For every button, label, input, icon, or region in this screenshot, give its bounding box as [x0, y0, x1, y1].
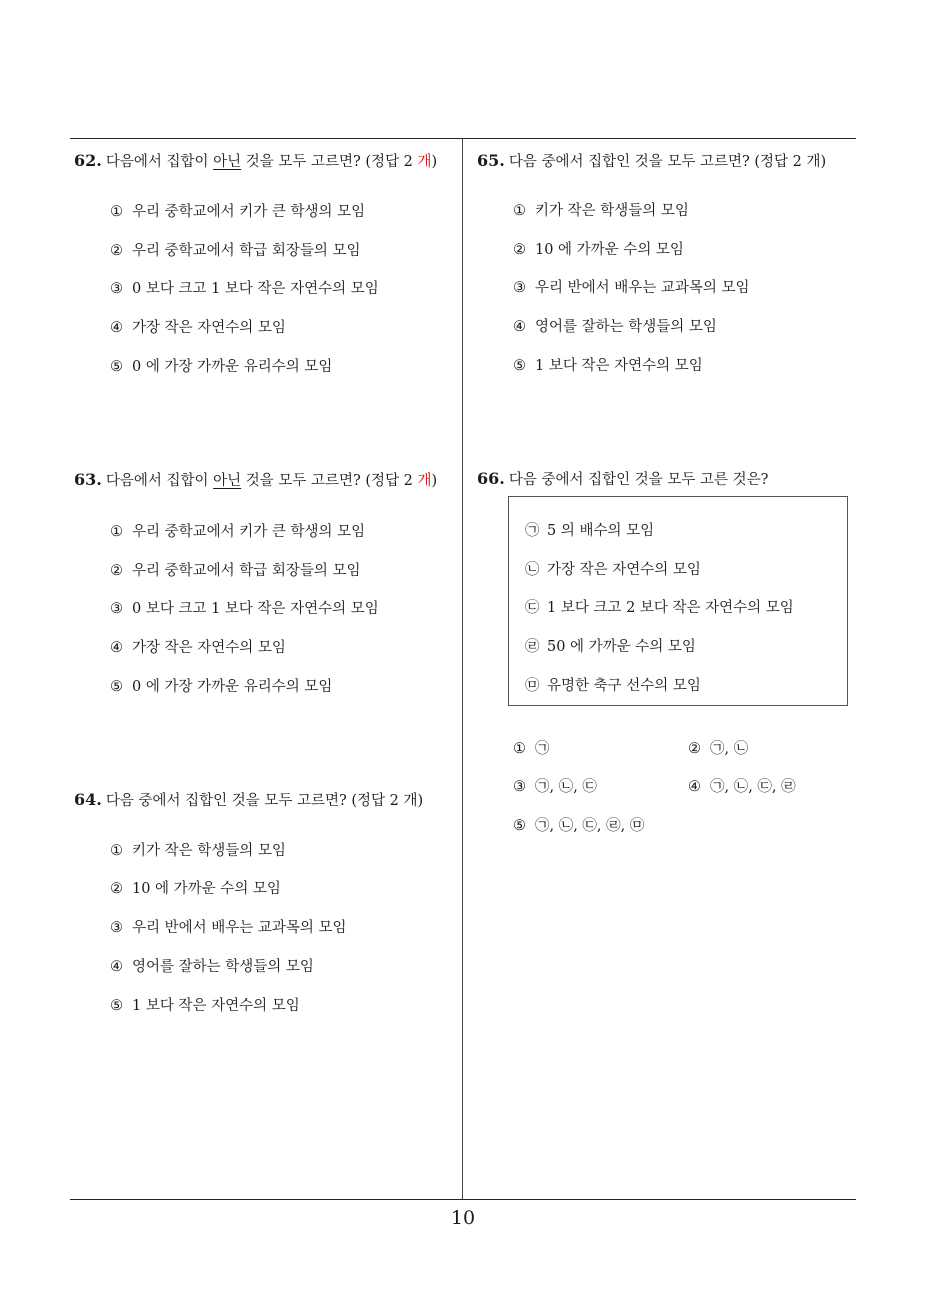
option-1[interactable]: ① 키가 작은 학생들의 모임 [513, 203, 689, 219]
option-2[interactable]: ② 10 에 가까운 수의 모임 [513, 242, 684, 258]
choice-2[interactable]: ② ㉠, ㉡ [688, 741, 749, 757]
emphasis-underline: 아닌 [213, 473, 242, 489]
red-highlight: 개 [417, 473, 432, 489]
option-4[interactable]: ④ 가장 작은 자연수의 모임 [110, 640, 286, 656]
option-3[interactable]: ③ 0 보다 크고 1 보다 작은 자연수의 모임 [110, 281, 379, 297]
question-number: 66. [477, 469, 505, 488]
choice-5[interactable]: ⑤ ㉠, ㉡, ㉢, ㉣, ㉤ [513, 818, 645, 834]
choice-1[interactable]: ① ㉠ [513, 741, 550, 757]
bottom-rule [70, 1199, 856, 1200]
question-65 [477, 151, 827, 374]
box-item-5: ㉤ 유명한 축구 선수의 모임 [525, 678, 701, 694]
option-3[interactable]: ③ 우리 반에서 배우는 교과목의 모임 [110, 920, 347, 936]
choice-4[interactable]: ④ ㉠, ㉡, ㉢, ㉣ [688, 779, 796, 795]
option-5[interactable]: ⑤ 1 보다 작은 자연수의 모임 [110, 998, 300, 1014]
option-1[interactable]: ① 키가 작은 학생들의 모임 [110, 843, 286, 859]
question-65-stem: 65. 다음 중에서 집합인 것을 모두 고르면? (정답 2 개) [477, 151, 827, 170]
box-item-4: ㉣ 50 에 가까운 수의 모임 [525, 639, 696, 655]
question-64 [74, 790, 424, 1014]
option-2[interactable]: ② 우리 중학교에서 학급 회장들의 모임 [110, 243, 361, 259]
question-number: 65. [477, 151, 505, 170]
question-number: 64. [74, 790, 102, 809]
red-highlight: 개 [417, 154, 432, 170]
option-4[interactable]: ④ 가장 작은 자연수의 모임 [110, 320, 286, 336]
question-number: 63. [74, 470, 102, 489]
question-66 [477, 469, 768, 490]
question-63 [74, 470, 438, 695]
option-3[interactable]: ③ 우리 반에서 배우는 교과목의 모임 [513, 280, 750, 296]
question-62-stem: 62. 다음에서 집합이 아닌 것을 모두 고르면? (정답 2 개) [74, 151, 438, 170]
page-number: 10 [450, 1207, 476, 1229]
given-items-box [508, 496, 848, 706]
box-item-1: ㉠ 5 의 배수의 모임 [525, 523, 655, 539]
option-3[interactable]: ③ 0 보다 크고 1 보다 작은 자연수의 모임 [110, 601, 379, 617]
question-64-stem: 64. 다음 중에서 집합인 것을 모두 고르면? (정답 2 개) [74, 790, 424, 809]
option-1[interactable]: ① 우리 중학교에서 키가 큰 학생의 모임 [110, 204, 366, 220]
option-2[interactable]: ② 10 에 가까운 수의 모임 [110, 881, 281, 897]
option-2[interactable]: ② 우리 중학교에서 학급 회장들의 모임 [110, 563, 361, 579]
choice-3[interactable]: ③ ㉠, ㉡, ㉢ [513, 779, 597, 795]
column-divider [462, 139, 463, 1200]
question-number: 62. [74, 151, 102, 170]
option-4[interactable]: ④ 영어를 잘하는 학생들의 모임 [513, 319, 717, 335]
question-63-stem: 63. 다음에서 집합이 아닌 것을 모두 고르면? (정답 2 개) [74, 470, 438, 489]
question-62 [74, 151, 438, 375]
question-66-stem: 66. 다음 중에서 집합인 것을 모두 고른 것은? [477, 469, 769, 488]
box-item-2: ㉡ 가장 작은 자연수의 모임 [525, 562, 701, 578]
emphasis-underline: 아닌 [213, 154, 242, 170]
option-5[interactable]: ⑤ 0 에 가장 가까운 유리수의 모임 [110, 359, 333, 375]
top-rule [70, 138, 856, 139]
option-1[interactable]: ① 우리 중학교에서 키가 큰 학생의 모임 [110, 524, 366, 540]
option-5[interactable]: ⑤ 0 에 가장 가까운 유리수의 모임 [110, 679, 333, 695]
box-item-3: ㉢ 1 보다 크고 2 보다 작은 자연수의 모임 [525, 600, 794, 616]
option-4[interactable]: ④ 영어를 잘하는 학생들의 모임 [110, 959, 314, 975]
option-5[interactable]: ⑤ 1 보다 작은 자연수의 모임 [513, 358, 703, 374]
